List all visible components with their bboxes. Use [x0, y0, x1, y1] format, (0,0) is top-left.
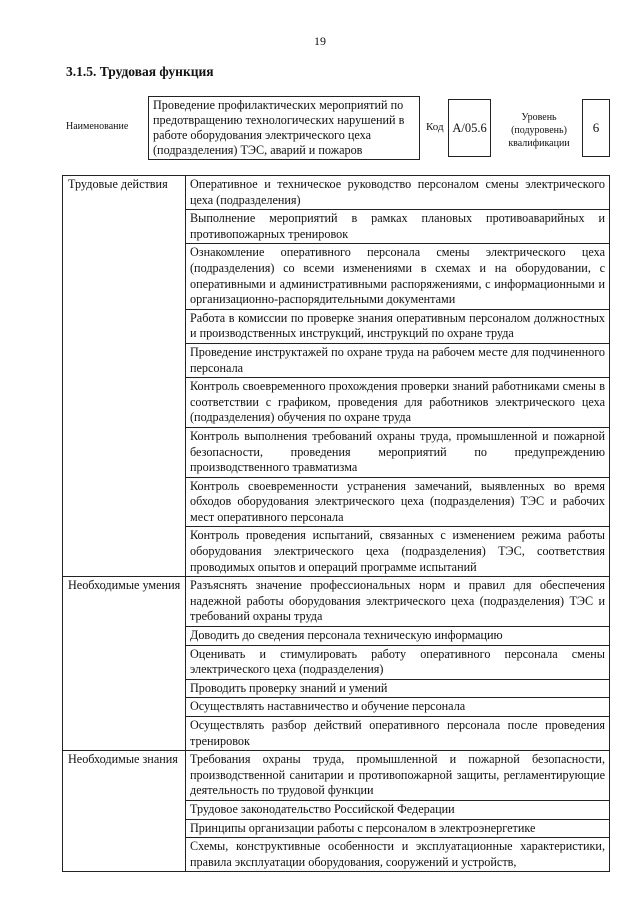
qualification-level-box: 6: [582, 99, 610, 157]
section-title: 3.1.5. Трудовая функция: [66, 64, 214, 79]
table-cell: Проводить проверку знаний и умений: [186, 679, 610, 698]
table-cell: Контроль выполнения требований охраны труда, промышленной и пожарной безопасности, проведения мероприятий по предупреждению производственного травматизма: [186, 427, 610, 477]
code-label: Код: [426, 121, 444, 133]
table-cell: Проведение инструктажей по охране труда на рабочем месте для подчиненного персонала: [186, 343, 610, 377]
table-row: [63, 176, 610, 210]
table-cell: Контроль проведения испытаний, связанных с изменением режима работы оборудования электрического цеха (подразделения) ТЭС, соответствия проводимых опытов и операций программе испытаний: [186, 527, 610, 577]
function-code-box: А/05.6: [448, 99, 491, 157]
table-cell: Оценивать и стимулировать работу оперативного персонала смены электрического цеха (подразделения): [186, 645, 610, 679]
table-row: [63, 751, 610, 801]
table-cell: Осуществлять наставничество и обучение персонала: [186, 698, 610, 717]
name-label: Наименование: [66, 121, 129, 132]
table-cell: Контроль своевременного прохождения проверки знаний работниками смены в соответствии с графиком, проведения для работников электрического цеха (подразделения) обучения по охране труда: [186, 378, 610, 428]
page-number: 19: [314, 34, 326, 48]
labor-function-table: [62, 175, 610, 872]
category-labor-actions: Трудовые действия: [63, 176, 186, 577]
table-cell: Контроль своевременности устранения замечаний, выявленных во время обходов оборудования электрического цеха (подразделения) ТЭС и рабочих мест оперативного персонала: [186, 477, 610, 527]
table-cell: Выполнение мероприятий в рамках плановых противоаварийных и противопожарных тренировок: [186, 210, 610, 244]
table-cell: Работа в комиссии по проверке знания оперативным персоналом должностных и производственных инструкций, инструкций по охране труда: [186, 309, 610, 343]
table-cell: Требования охраны труда, промышленной и пожарной безопасности, производственной санитарии и противопожарной защиты, регламентирующие деятельность по трудовой функции: [186, 751, 610, 801]
table-cell: Схемы, конструктивные особенности и эксплуатационные характеристики, правила эксплуатации оборудования, сооружений и устройств,: [186, 838, 610, 872]
table-cell: Оперативное и техническое руководство персоналом смены электрического цеха (подразделения): [186, 176, 610, 210]
table-cell: Осуществлять разбор действий оперативного персонала после проведения тренировок: [186, 717, 610, 751]
table-row: [63, 577, 610, 627]
category-required-knowledge: Необходимые знания: [63, 751, 186, 872]
qualification-level-label: Уровень (подуровень) квалификации: [508, 112, 570, 149]
table-cell: Разъяснять значение профессиональных норм и правил для обеспечения надежной работы оборудования электрического цеха (подразделения) ТЭС и требований охраны труда: [186, 577, 610, 627]
function-name-box: Проведение профилактических мероприятий по предотвращению технологических нарушений в работе оборудования электрического цеха (подразделения) ТЭС, аварий и пожаров: [148, 96, 420, 160]
category-required-skills: Необходимые умения: [63, 577, 186, 751]
table-cell: Принципы организации работы с персоналом в электроэнергетике: [186, 819, 610, 838]
table-cell: Трудовое законодательство Российской Федерации: [186, 800, 610, 819]
table-cell: Доводить до сведения персонала техническую информацию: [186, 627, 610, 646]
table-cell: Ознакомление оперативного персонала смены электрического цеха (подразделения) со всеми изменениями в схемах и на оборудовании, с оперативными и административными распоряжениями, с информационными и организационно-распорядительными документами: [186, 244, 610, 309]
